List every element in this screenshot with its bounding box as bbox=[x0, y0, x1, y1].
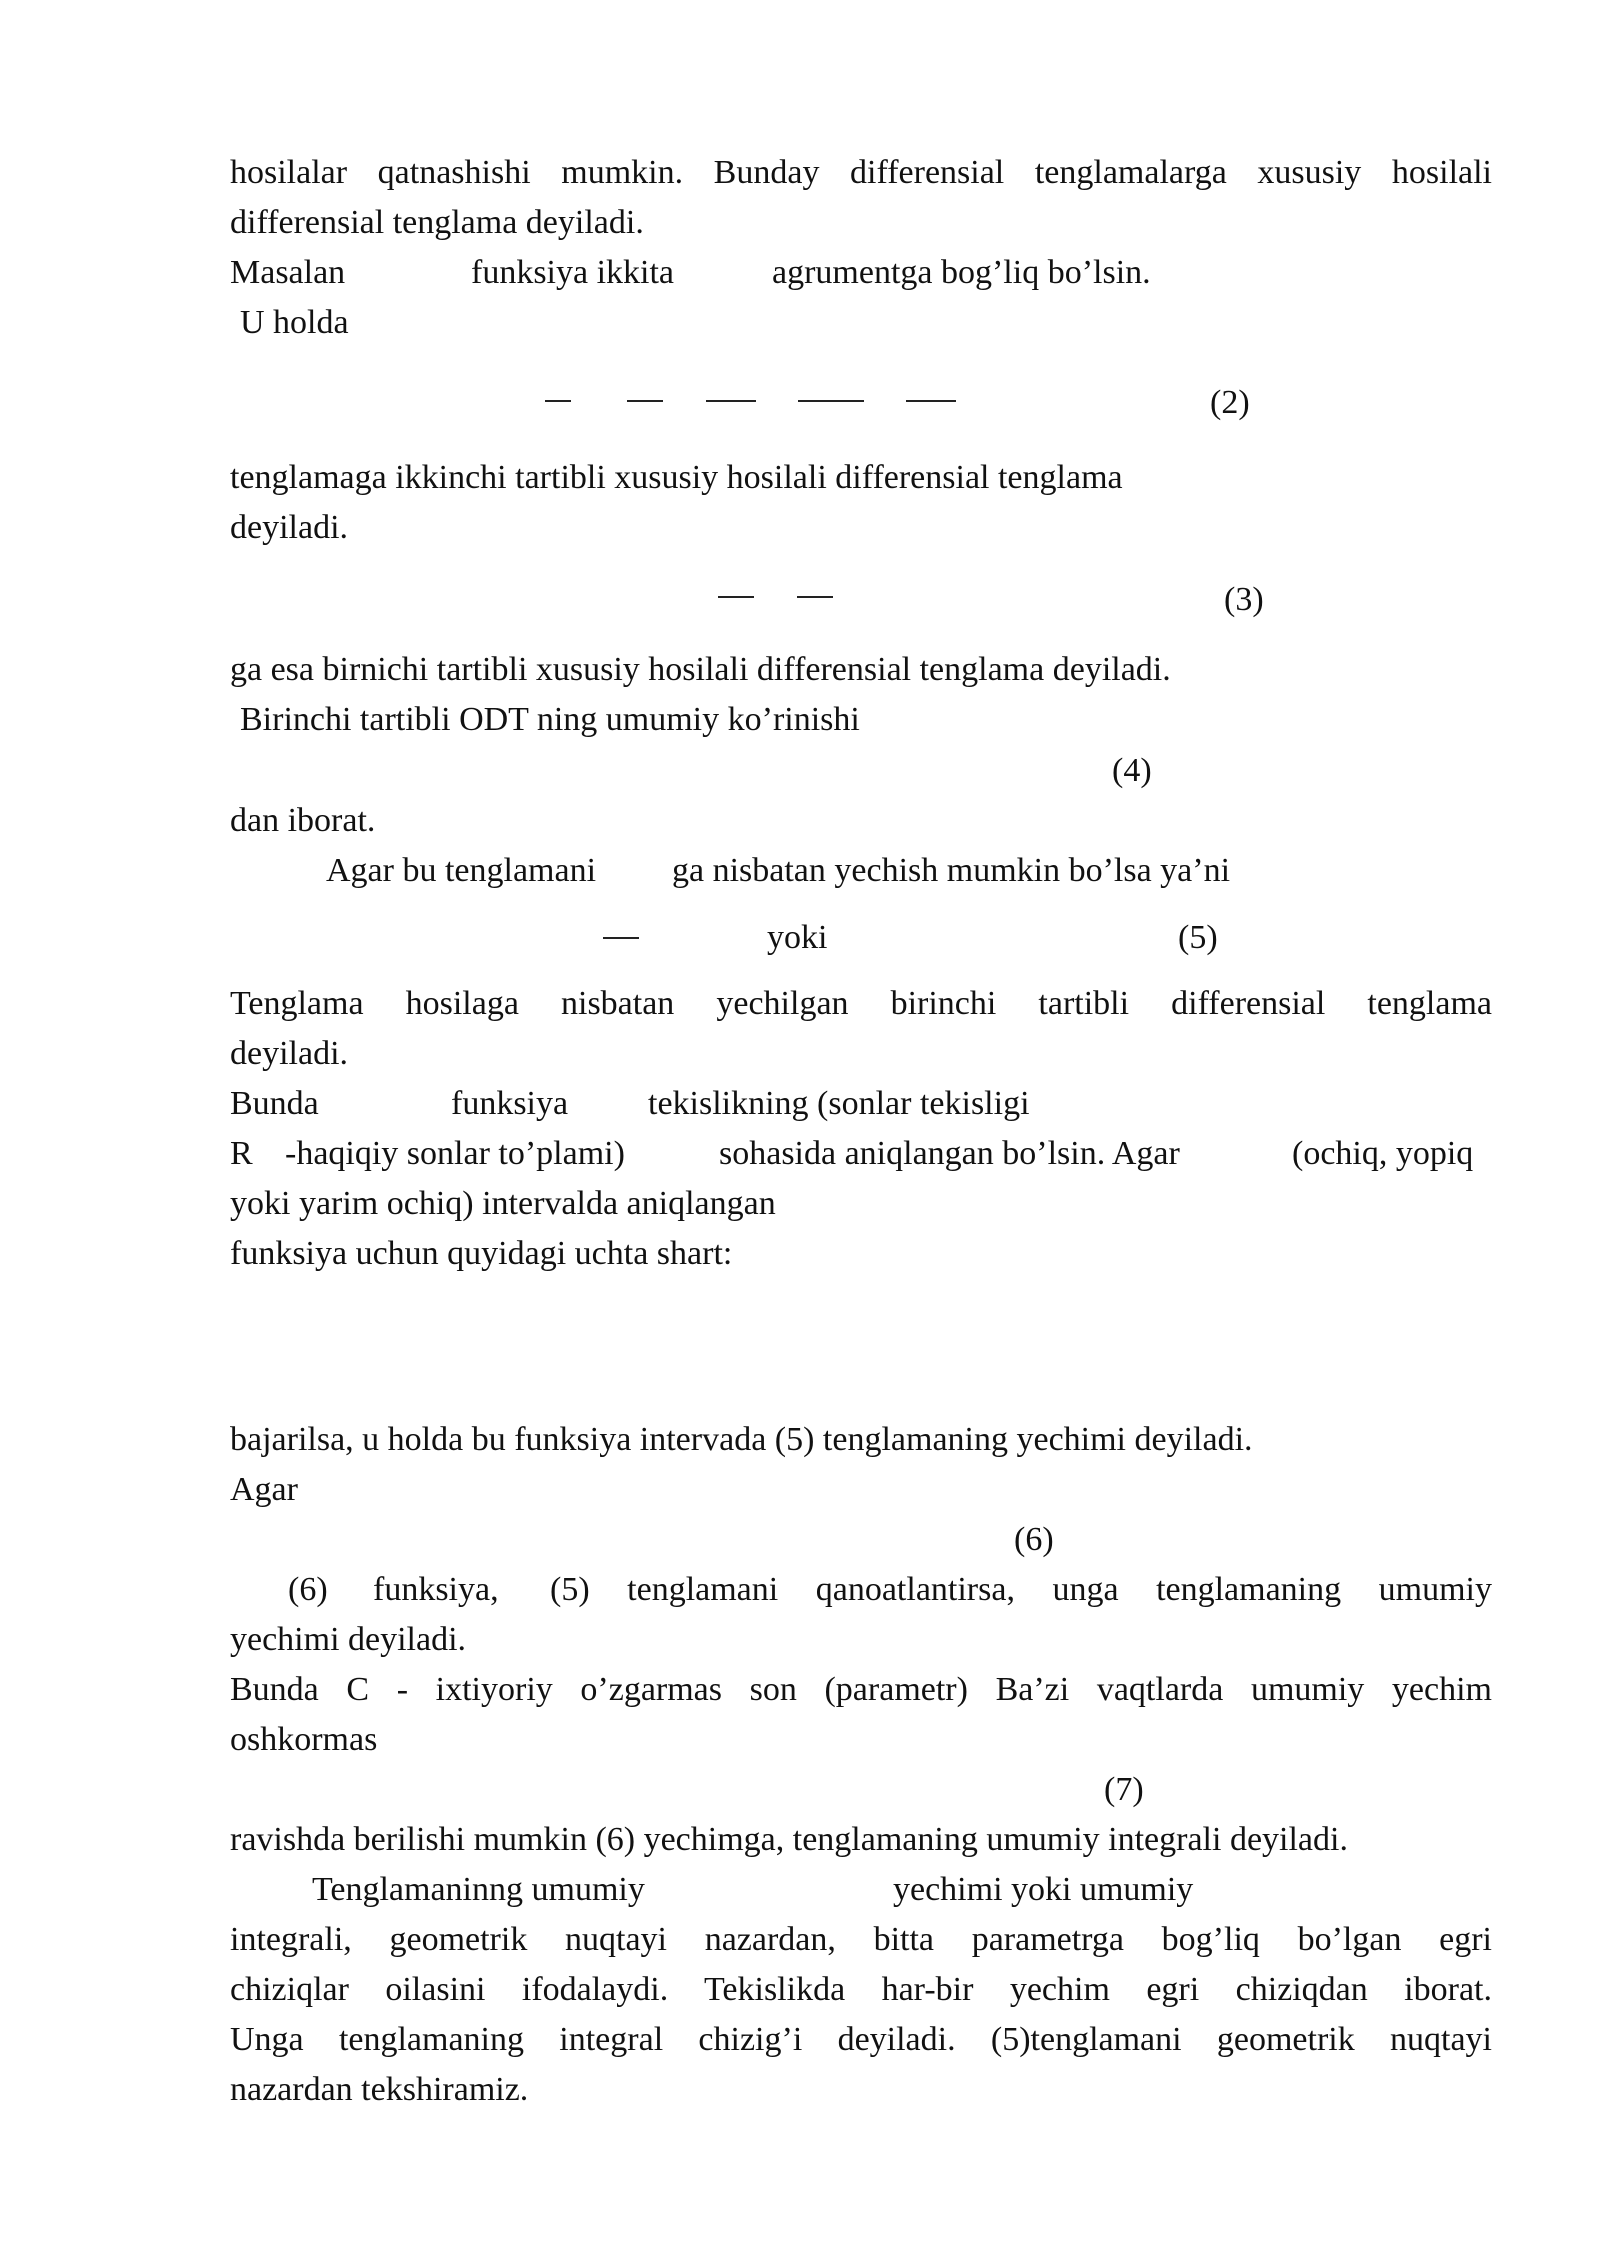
text-segment: agrumentga bog’liq bo’lsin. bbox=[772, 254, 1151, 291]
paragraph-line: integrali, geometrik nuqtayi nazardan, bitta parametrga bog’liq bo’lgan egri bbox=[230, 1921, 1492, 1958]
fraction-bar bbox=[627, 400, 663, 402]
paragraph-line: U holda bbox=[240, 304, 349, 341]
equation-number: (3) bbox=[1224, 581, 1264, 618]
text-segment: tekislikning (sonlar tekisligi bbox=[648, 1085, 1030, 1122]
paragraph-line: funksiya uchun quyidagi uchta shart: bbox=[230, 1235, 733, 1272]
paragraph-line: Unga tenglamaning integral chizig’i deyiladi. (5)tenglamani geometrik nuqtayi bbox=[230, 2021, 1492, 2058]
paragraph-line: differensial tenglama deyiladi. bbox=[230, 204, 644, 241]
equation-number: (7) bbox=[1104, 1771, 1144, 1808]
equation-number: (5) bbox=[1178, 919, 1218, 956]
fraction-bar bbox=[798, 400, 864, 402]
paragraph-line: ravishda berilishi mumkin (6) yechimga, tenglamaning umumiy integrali deyiladi. bbox=[230, 1821, 1348, 1858]
text-segment: Tenglamaninng umumiy bbox=[312, 1871, 645, 1908]
paragraph-line: Tenglama hosilaga nisbatan yechilgan birinchi tartibli differensial tenglama bbox=[230, 985, 1492, 1022]
equation-number: (2) bbox=[1210, 384, 1250, 421]
text-segment: Agar bu tenglamani bbox=[326, 852, 597, 889]
text-segment: (6) bbox=[288, 1571, 328, 1608]
fraction-bar bbox=[906, 400, 956, 402]
paragraph-line: deyiladi. bbox=[230, 509, 349, 546]
fraction-bar bbox=[603, 937, 639, 939]
paragraph-line: deyiladi. bbox=[230, 1035, 349, 1072]
paragraph-line: oshkormas bbox=[230, 1721, 378, 1758]
paragraph-line: hosilalar qatnashishi mumkin. Bunday differensial tenglamalarga xususiy hosilali bbox=[230, 154, 1492, 191]
paragraph-line: Birinchi tartibli ODT ning umumiy ko’rinishi bbox=[240, 701, 860, 738]
paragraph-line: nazardan tekshiramiz. bbox=[230, 2071, 529, 2108]
fraction-bar bbox=[718, 596, 754, 598]
text-segment: sohasida aniqlangan bo’lsin. Agar bbox=[719, 1135, 1180, 1172]
fraction-bar bbox=[706, 400, 756, 402]
text-segment: yoki bbox=[767, 919, 828, 956]
text-segment: ga nisbatan yechish mumkin bo’lsa ya’ni bbox=[672, 852, 1231, 889]
text-segment: Masalan bbox=[230, 254, 346, 291]
paragraph-line: ga esa birnichi tartibli xususiy hosilali differensial tenglama deyiladi. bbox=[230, 651, 1171, 688]
text-segment: (ochiq, yopiq bbox=[1292, 1135, 1474, 1172]
paragraph-line: yechimi deyiladi. bbox=[230, 1621, 467, 1658]
paragraph-line: chiziqlar oilasini ifodalaydi. Tekislikda har-bir yechim egri chiziqdan iborat. bbox=[230, 1971, 1492, 2008]
fraction-bar bbox=[545, 400, 571, 402]
text-segment: R bbox=[230, 1135, 253, 1172]
text-segment: Bunda bbox=[230, 1085, 319, 1122]
text-segment: funksiya bbox=[451, 1085, 569, 1122]
text-segment: -haqiqiy sonlar to’plami) bbox=[285, 1135, 625, 1172]
text-segment: yechimi yoki umumiy bbox=[893, 1871, 1194, 1908]
text-segment: funksiya ikkita bbox=[471, 254, 675, 291]
paragraph-line: Bunda C - ixtiyoriy o’zgarmas son (parametr) Ba’zi vaqtlarda umumiy yechim bbox=[230, 1671, 1492, 1708]
paragraph-line: Agar bbox=[230, 1471, 298, 1508]
paragraph-line: dan iborat. bbox=[230, 802, 376, 839]
fraction-bar bbox=[797, 596, 833, 598]
text-segment: (5) tenglamani qanoatlantirsa, unga tenglamaning umumiy bbox=[550, 1571, 1492, 1608]
paragraph-line: tenglamaga ikkinchi tartibli xususiy hosilali differensial tenglama bbox=[230, 459, 1123, 496]
equation-number: (4) bbox=[1112, 752, 1152, 789]
paragraph-line: bajarilsa, u holda bu funksiya intervada (5) tenglamaning yechimi deyiladi. bbox=[230, 1421, 1253, 1458]
paragraph-line: yoki yarim ochiq) intervalda aniqlangan bbox=[230, 1185, 776, 1222]
equation-number: (6) bbox=[1014, 1521, 1054, 1558]
text-segment: funksiya, bbox=[373, 1571, 499, 1608]
